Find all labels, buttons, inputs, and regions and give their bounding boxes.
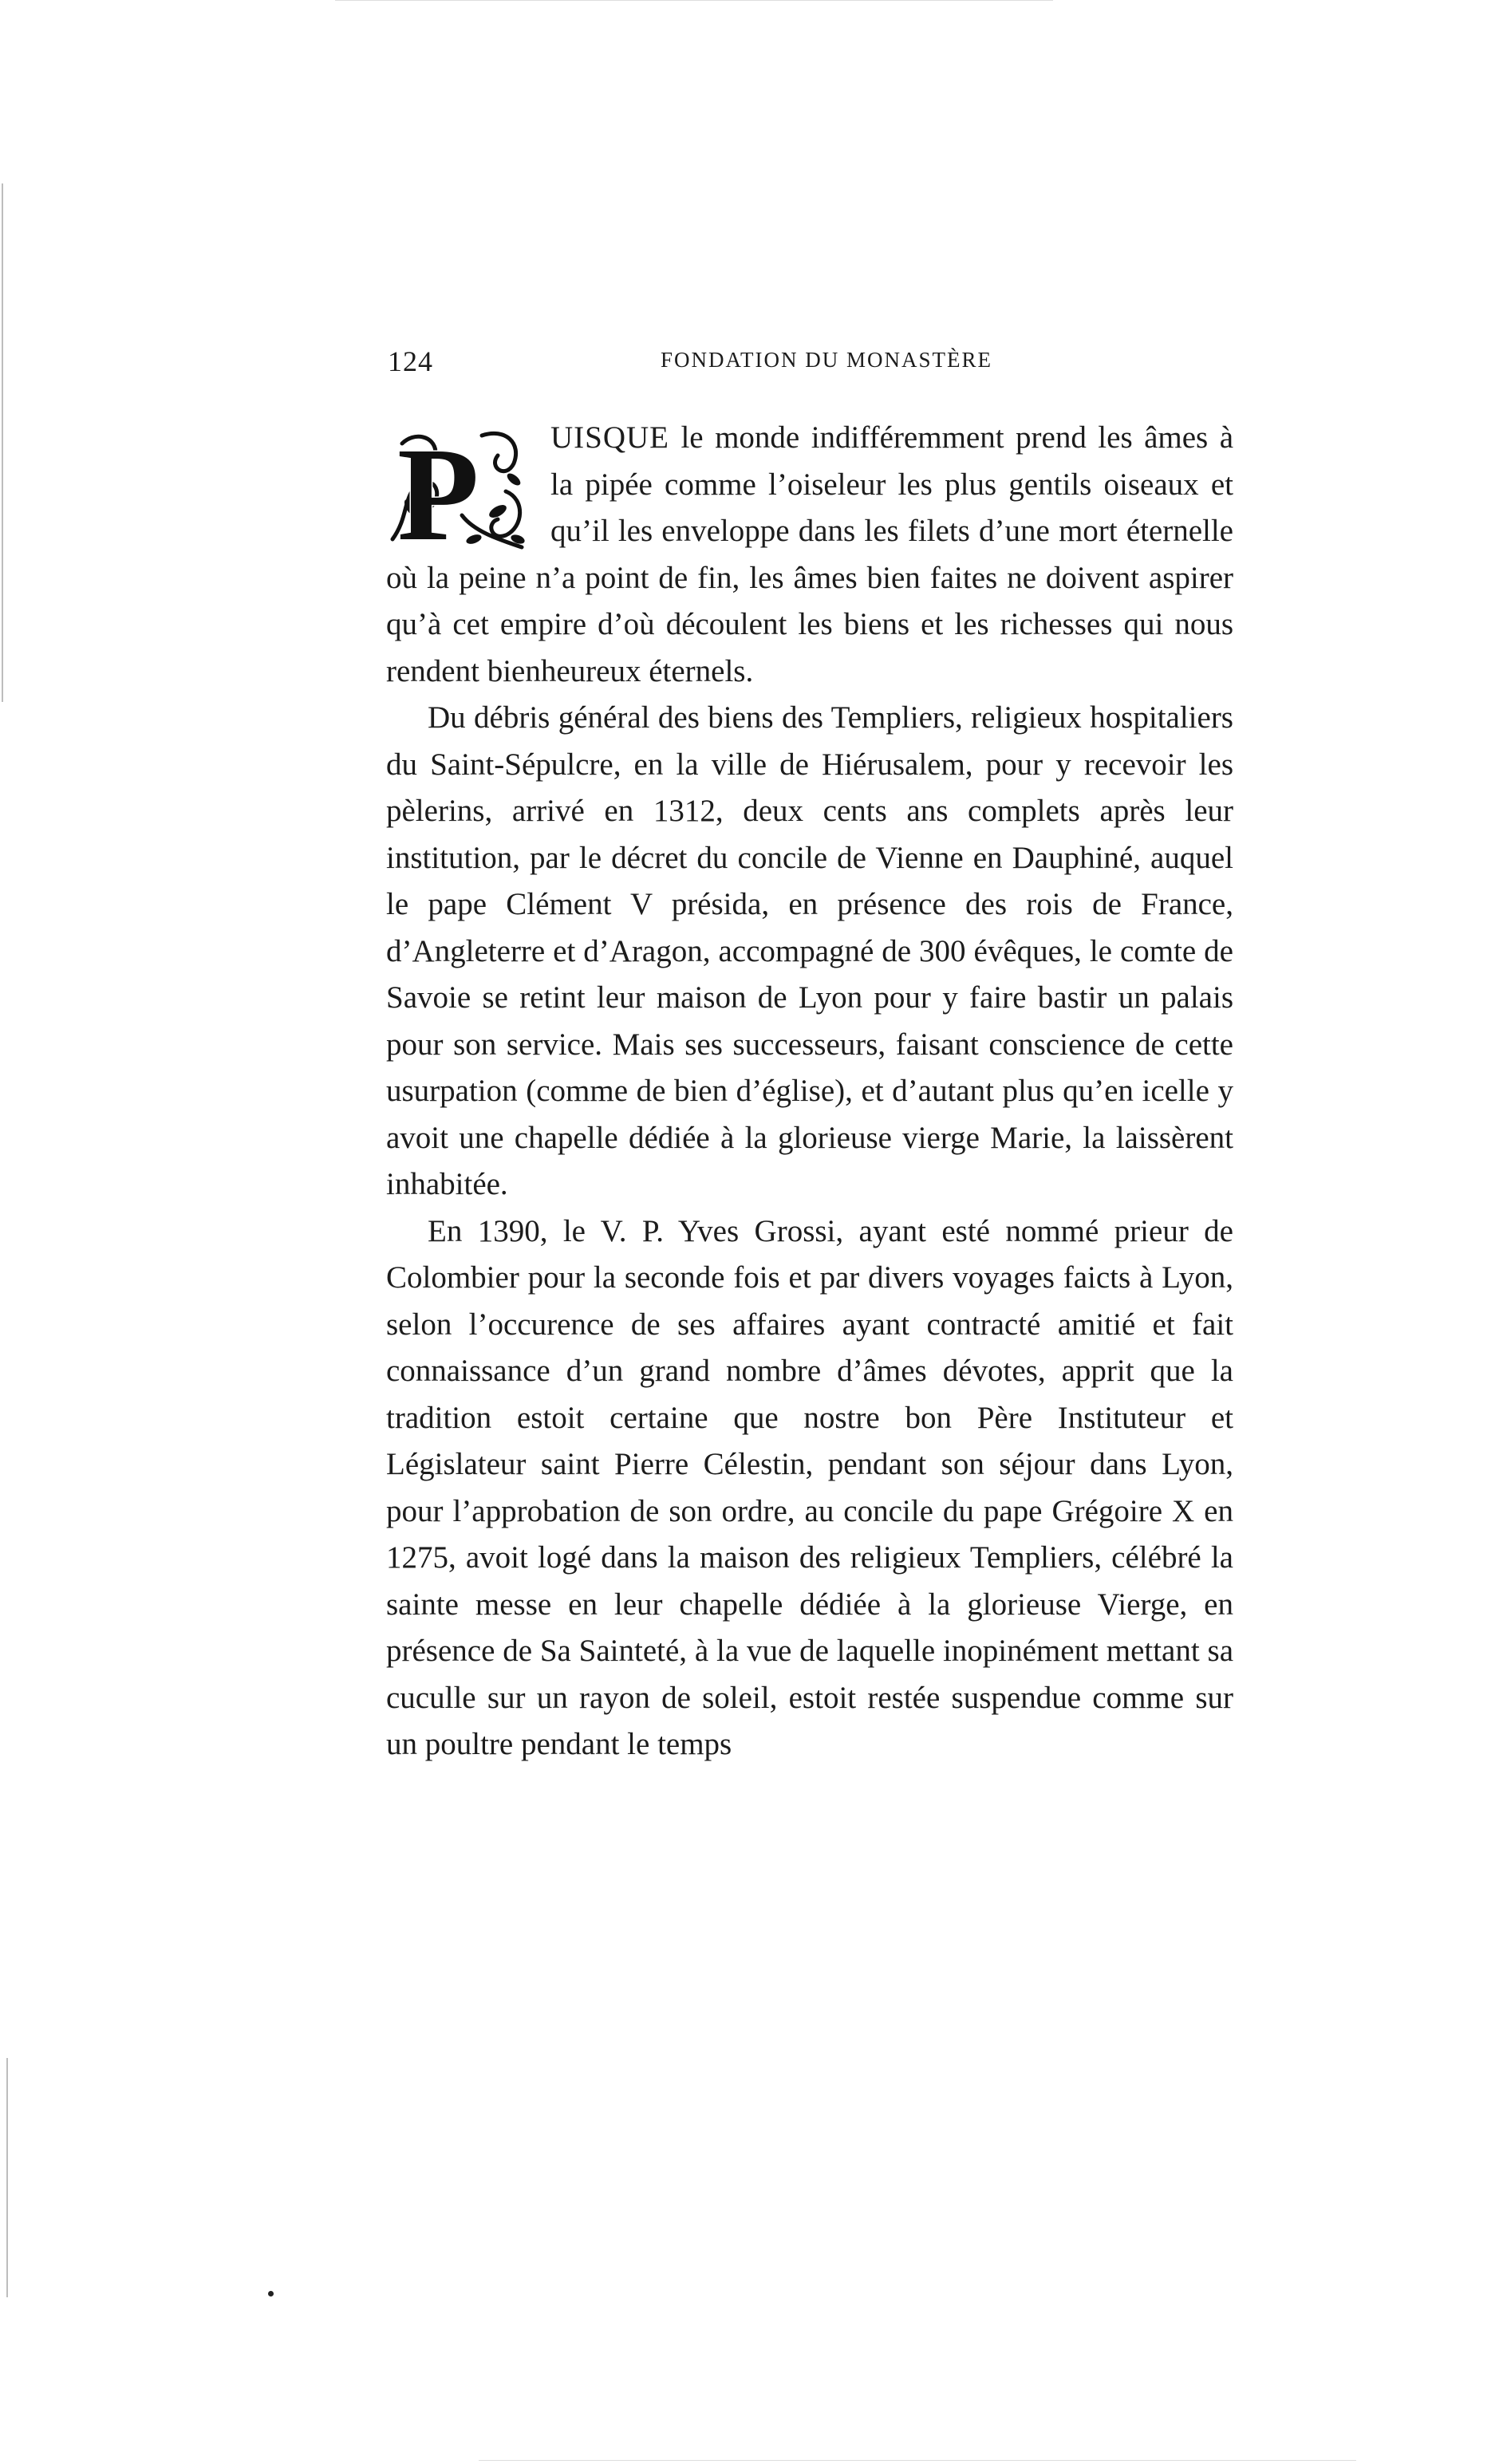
paragraph-2: Du débris général des biens des Templiers, religieux hospitaliers du Saint-Sépulcre, en la ville de Hiérusalem, pour y recevoir les pèlerins, arrivé en 1312, deux cents ans complets après leur institution, par le décret du concile de Vienne en Dauphiné, auquel le pape Clément V présida, en présence des rois de France, d’Angleterre et d’Aragon, accompagné de 300 évêques, le comte de Savoie se retint leur maison de Lyon pour y faire bastir un palais pour son service. Mais ses successeurs, faisant conscience de cette usurpation (comme de bien d’église), et d’autant plus qu’en icelle y avoit une chapelle dédiée à la glorieuse vierge Marie, la laissèrent inhabitée. [386,700,1233,1201]
drop-cap-ornament [386,420,530,554]
paragraph-1 [386,415,1233,695]
running-title: FONDATION DU MONASTÈRE [660,348,992,372]
scan-edge-top [335,0,1053,1]
body-text [386,415,1233,1768]
page-number: 124 [388,345,433,377]
scan-edge-left-top [2,183,3,702]
page-header [388,345,1233,380]
svg-text:P: P [397,420,479,554]
paragraph-3: En 1390, le V. P. Yves Grossi, ayant esté nommé prieur de Colombier pour la seconde fois et par divers voyages faicts à Lyon, selon l’occurence de ses affaires ayant contracté amitié et fait connaissance d’un grand nombre d’âmes dévotes, apprit que la tradition estoit certaine que nostre bon Père Instituteur et Législateur saint Pierre Célestin, pendant son séjour dans Lyon, pour l’approbation de son ordre, au concile du pape Grégoire X en 1275, avoit logé dans la maison des religieux Templiers, célébré la sainte messe en leur chapelle dédiée à la glorieuse Vierge, en présence de Sa Sainteté, à la vue de laquelle inopinément mettant sa cuculle sur un rayon de soleil, estoit restée suspendue comme sur un poultre pendant le temps [386,1213,1233,1761]
ink-speck [268,2291,274,2296]
ornamental-letter-p-icon [386,420,530,554]
paragraph-1-text: le monde indifféremment prend les âmes à la pipée comme l’oiseleur les plus gentils oiseaux et qu’il les enveloppe dans les filets d’une mort éternelle où la peine n’a point de fin, les âmes bien faites ne doivent aspirer qu’à cet empire d’où découlent les biens et les richesses qui nous rendent bienheureux éternels. [386,420,1233,688]
paragraph-1-lead: UISQUE [550,420,669,455]
scan-edge-left-bottom [6,2058,8,2297]
scan-edge-bottom [479,2460,1356,2461]
